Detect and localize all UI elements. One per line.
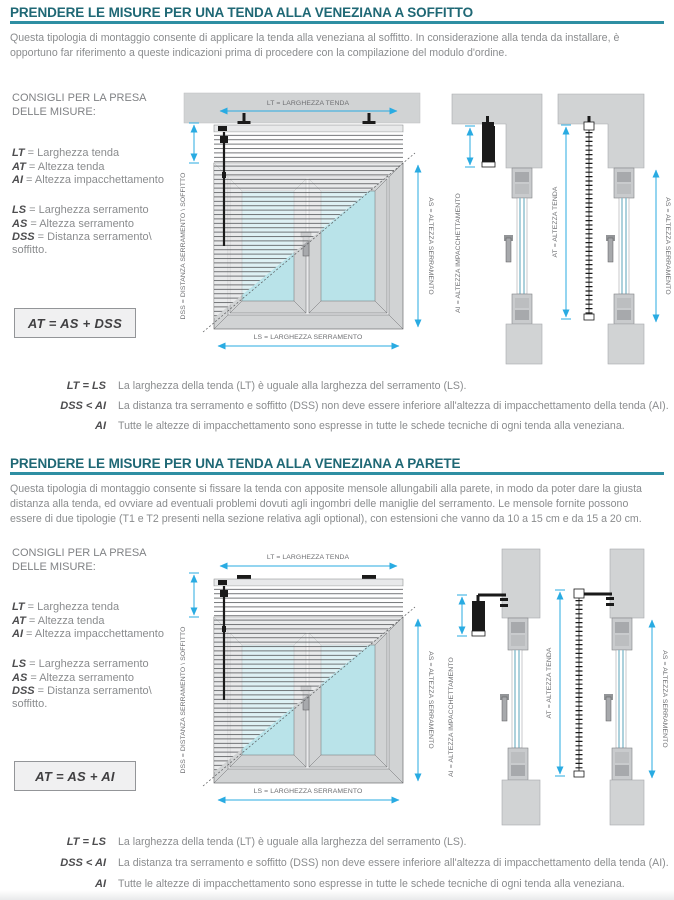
ceiling-wall-slab: [452, 94, 542, 168]
legend-item-ai: AI = Altezza impacchettamento: [12, 628, 164, 640]
measure-arrow-ai: [465, 126, 475, 167]
section-underline: [10, 21, 664, 24]
page-bottom-shading: [0, 890, 674, 900]
measure-arrow-dss: [189, 123, 199, 163]
note-text: Tutte le altezze di impacchettamento sono espresse in tutte le schede tecniche di ogni tenda alla veneziana.: [118, 420, 625, 432]
note-row: [10, 857, 670, 869]
blind-headrail: [214, 579, 403, 586]
legend-item-ai: AI = Altezza impacchettamento: [12, 174, 164, 186]
legend-item-ls: LS = Larghezza serramento: [12, 658, 149, 670]
legend-item-dss: DSS = Distanza serramento\ soffitto.: [12, 685, 152, 710]
note-row: [10, 380, 670, 392]
headrail-mechanism: [218, 126, 227, 131]
measure-arrow-dss: [189, 573, 199, 617]
formula-box: AT = AS + DSS: [14, 308, 136, 338]
legend-item-ls: LS = Larghezza serramento: [12, 204, 149, 216]
note-label: LT = LS: [66, 836, 106, 848]
cross-section-extended: [548, 545, 674, 825]
extended-blind: [574, 598, 584, 777]
note-label: AI: [95, 878, 106, 890]
note-text: Tutte le altezze di impacchettamento sono espresse in tutte le schede tecniche di ogni tenda alla veneziana.: [118, 878, 625, 890]
legend-serramento: [12, 658, 176, 712]
measure-label-at: AT = ALTEZZA TENDA: [552, 186, 559, 258]
note-row: [10, 420, 670, 432]
note-row: [10, 878, 670, 890]
legend-tenda: [12, 147, 176, 188]
note-text: La distanza tra serramento e soffitto (DSS) non deve essere inferiore all'altezza di impacchettamento della tenda (AI).: [118, 857, 669, 869]
cross-section-extended: [552, 88, 674, 366]
measure-label-dss: DSS = DISTANZA SERRAMENTO \ SOFFITTO: [180, 626, 187, 774]
measure-label-as: AS = ALTEZZA SERRAMENTO: [661, 650, 668, 748]
legend-item-lt: LT = Larghezza tenda: [12, 147, 120, 159]
note-text: La distanza tra serramento e soffitto (DSS) non deve essere inferiore all'altezza di impacchettamento della tenda (AI).: [118, 400, 669, 412]
section-title: PRENDERE LE MISURE PER UNA TENDA ALLA VENEZIANA A PARETE: [10, 456, 461, 471]
note-label: DSS < AI: [60, 400, 106, 412]
note-row: [10, 836, 670, 848]
wall-below: [608, 324, 644, 364]
legend-tenda: [12, 601, 176, 642]
measure-label-ai: AI = ALTEZZA IMPACCHETTAMENTO: [455, 193, 462, 313]
note-text: La larghezza della tenda (LT) è uguale alla larghezza del serramento (LS).: [118, 836, 467, 848]
section-underline: [10, 472, 664, 475]
window-cross-section: [606, 168, 644, 364]
formula-box: AT = AS + AI: [14, 761, 136, 791]
note-label: DSS < AI: [60, 857, 106, 869]
front-diagram: [172, 540, 434, 820]
measure-arrow-at: [555, 590, 565, 776]
legend-item-at: AT = Altezza tenda: [12, 614, 105, 627]
wall-below: [610, 780, 644, 825]
legend-item-as: AS = Altezza serramento: [12, 217, 134, 230]
legend-item-as: AS = Altezza serramento: [12, 671, 134, 684]
window-cross-section: [500, 618, 540, 825]
measure-label-lt: LT = LARGHEZZA TENDA: [266, 554, 350, 561]
measure-label-lt: LT = LARGHEZZA TENDA: [266, 100, 350, 107]
wall-above: [502, 549, 540, 618]
packed-blind: [482, 116, 495, 167]
advice-heading: CONSIGLI PER LA PRESA DELLE MISURE:: [12, 547, 146, 573]
legend-item-at: AT = Altezza tenda: [12, 160, 105, 173]
section-title: PRENDERE LE MISURE PER UNA TENDA ALLA VENEZIANA A SOFFITTO: [10, 5, 473, 20]
ceiling-wall-slab: [558, 94, 644, 168]
measure-label-at: AT = ALTEZZA TENDA: [546, 647, 553, 719]
packed-blind: [472, 601, 485, 636]
cross-section-packed: [440, 545, 550, 825]
measure-label-dss: DSS = DISTANZA SERRAMENTO \ SOFFITTO: [180, 172, 187, 320]
measure-label-ls: LS = LARGHEZZA SERRAMENTO: [253, 334, 363, 341]
note-text: La larghezza della tenda (LT) è uguale alla larghezza del serramento (LS).: [118, 380, 467, 392]
intro-paragraph: Questa tipologia di montaggio consente si fissare la tenda con apposite mensole allungabili alla parete, in modo da poter dare la giusta distanza alla tenda, ed ovviare ad eventuali problemi dovuti agli ingombri delle maniglie del serramento. Le mensole fornite possono essere di due tipologie (T1 e T2 presenti nella sezione relativa agli optional), con estensioni che vanno da 10 a 15 cm e da 15 a 20 cm.: [10, 483, 642, 525]
window-cross-section: [504, 168, 542, 364]
measure-label-as: AS = ALTEZZA SERRAMENTO: [664, 197, 671, 295]
measure-label-as: AS = ALTEZZA SERRAMENTO: [427, 197, 434, 295]
wall-bracket: [237, 575, 376, 579]
extended-blind: [584, 116, 594, 320]
legend-serramento: [12, 204, 176, 258]
note-label: AI: [95, 420, 106, 432]
legend-item-dss: DSS = Distanza serramento\ soffitto.: [12, 231, 152, 256]
notes-block: [10, 380, 670, 440]
measure-label-ls: LS = LARGHEZZA SERRAMENTO: [253, 788, 363, 795]
wall-below: [506, 324, 542, 364]
wall-below: [502, 780, 540, 825]
headrail-mechanism: [218, 580, 227, 585]
note-label: LT = LS: [66, 380, 106, 392]
legend-item-lt: LT = Larghezza tenda: [12, 601, 120, 613]
measure-arrow-ai: [457, 595, 467, 636]
wall-above: [610, 549, 644, 618]
front-diagram: [172, 86, 434, 366]
intro-paragraph: Questa tipologia di montaggio consente di applicare la tenda alla veneziana al soffitto. In considerazione alla tenda da installare, è opportuno far riferimento a queste indicazioni prima di procedere con la compilazione del modulo d'ordine.: [10, 32, 620, 59]
measure-arrow-at: [561, 125, 571, 319]
cross-section-packed: [440, 88, 550, 366]
blind-headrail: [214, 125, 403, 132]
measure-label-ai: AI = ALTEZZA IMPACCHETTAMENTO: [448, 657, 455, 777]
bracket-arm: [574, 589, 614, 606]
window-cross-section: [604, 618, 644, 825]
ceiling-slab: [184, 93, 420, 123]
measure-label-as: AS = ALTEZZA SERRAMENTO: [427, 651, 434, 749]
advice-heading: CONSIGLI PER LA PRESA DELLE MISURE:: [12, 92, 146, 118]
note-row: [10, 400, 670, 412]
